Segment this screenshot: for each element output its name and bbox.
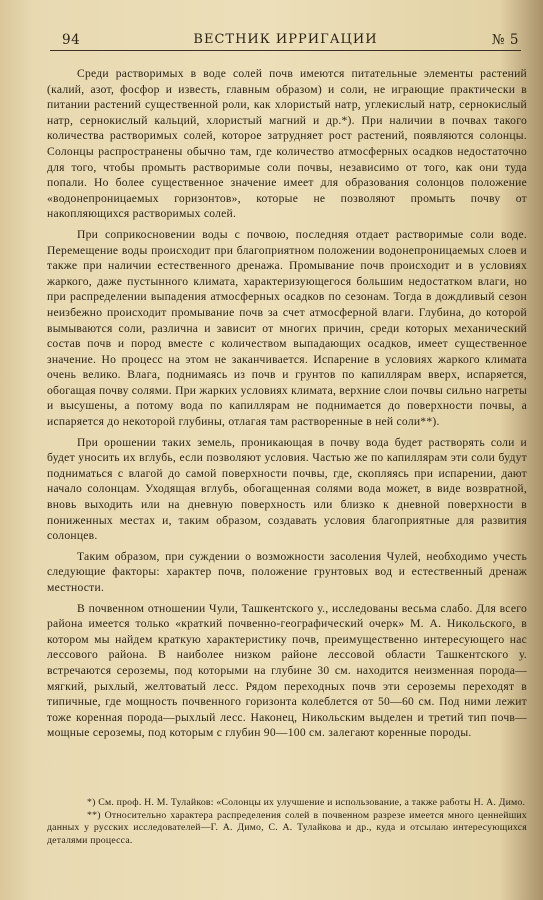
paragraph: В почвенном отношении Чули, Ташкентского у., исследованы весьма слабо. Для всего района имеется только «краткий почвенно-географический очерк» М. А. Никольского, в котором мы найдем краткую характеристику почв, преимущественно интересующего нас лессового района. В наиболее низком районе лессовой области Ташкентского у. встречаются сероземы, под которыми на глубине 30 см. находится неизменная порода—мягкий, рыхлый, желтоватый лесс. Рядом переходных почв эти сероземы переходят в типичные, где мощность почвенного горизонта колеблется от 50—60 см. Под ними лежит тоже коренная порода—рыхлый лесс. Наконец, Никольским выделен и третий тип почв—мощные сероземы, под которым с глубин 90—100 см. залегают коренные породы. [47,601,527,740]
header-rule [50,50,521,51]
footnote: **) Относительно характера распределения солей в почвенном разрезе имеется много ценнейших данных у русских исследователей—Г. А. Димо, С. А. Тулайкова и др., куда и отсылаю интересующихся деталями процесса. [47,809,527,846]
paragraph: При соприкосновении воды с почвою, последняя отдает растворимые соли воде. Перемещение воды происходит при благоприятном положении водонепроницаемых слоев и также при наличии естественного дренажа. Промывание почв происходит и в условиях жаркого, даже пустынного климата, характеризующегося большим недостатком влаги, но при распределении выпадения атмосферных осадков по сезонам. Тогда в дождливый сезон неизбежно происходит промывание почв за счет атмосферной влаги. Глубина, до которой вымываются соли, различна и зависит от многих причин, среди которых механический состав почв и пород вместе с количеством выпадающих осадков, имеет существенное значение. Но процесс на этом не заканчивается. Испарение в условиях жаркого климата очень велико. Влага, поднимаясь из почв и грунтов по капиллярам вверх, испаряется, обогащая почву солями. При жарких условиях климата, верхние слои почвы сильно нагреты и высушены, а потому вода по капиллярам не поднимается до поверхности почвы, а испаряется до некоторой глубины, отлагая там растворенные в ней соли**). [47,227,527,429]
journal-title: ВЕСТНИК ИРРИГАЦИИ [193,32,378,47]
page-number: 94 [62,32,81,48]
paragraph: Таким образом, при суждении о возможности засоления Чулей, необходимо учесть следующие факторы: характер почв, положение грунтовых вод и естественный дренаж местности. [47,549,527,594]
running-header [48,30,523,50]
footnote: *) См. проф. Н. М. Тулайков: «Солонцы их улучшение и использование, а также работы Н. А. Димо. [87,797,526,808]
paragraph: При орошении таких земель, проникающая в почву вода будет растворять соли и будет уносить их вглубь, если позволяют условия. Частью же по капиллярам эти соли будут подниматься с влагой до самой поверхности почвы, где, скопляясь при испарении, дают начало солонцам. Уходящая вглубь, обогащенная солями вода может, в виде возвратной, вновь выходить или на дневную поверхность или близко к дневной поверхности в пониженных местах и, таким образом, создавать условия благоприятные для развития солонцев. [47,435,527,543]
footnotes [47,797,527,847]
paragraph: Среди растворимых в воде солей почв имеются питательные элементы растений (калий, азот, фосфор и известь, главным образом) и соли, не играющие практически в питании растений существенной роли, как хлористый натр, углекислый натр, сернокислый натр, сернокислый кальций, хлористый магний и др.*). При наличии в почвах такого количества растворимых солей, которое затрудняет рост растений, появляются солонцы. Солонцы распространены обычно там, где количество атмосферных осадков недостаточно для того, чтобы промыть растворимые соли почвы, независимо от того, как они туда попали. Но более существенное значение имеет для образования солонцов положение «водонепроницаемых горизонтов», которые не позволяют промыть почву от накопляющихся растворимых солей. [47,67,527,221]
article-body [47,66,527,746]
issue-number: № 5 [491,32,519,48]
